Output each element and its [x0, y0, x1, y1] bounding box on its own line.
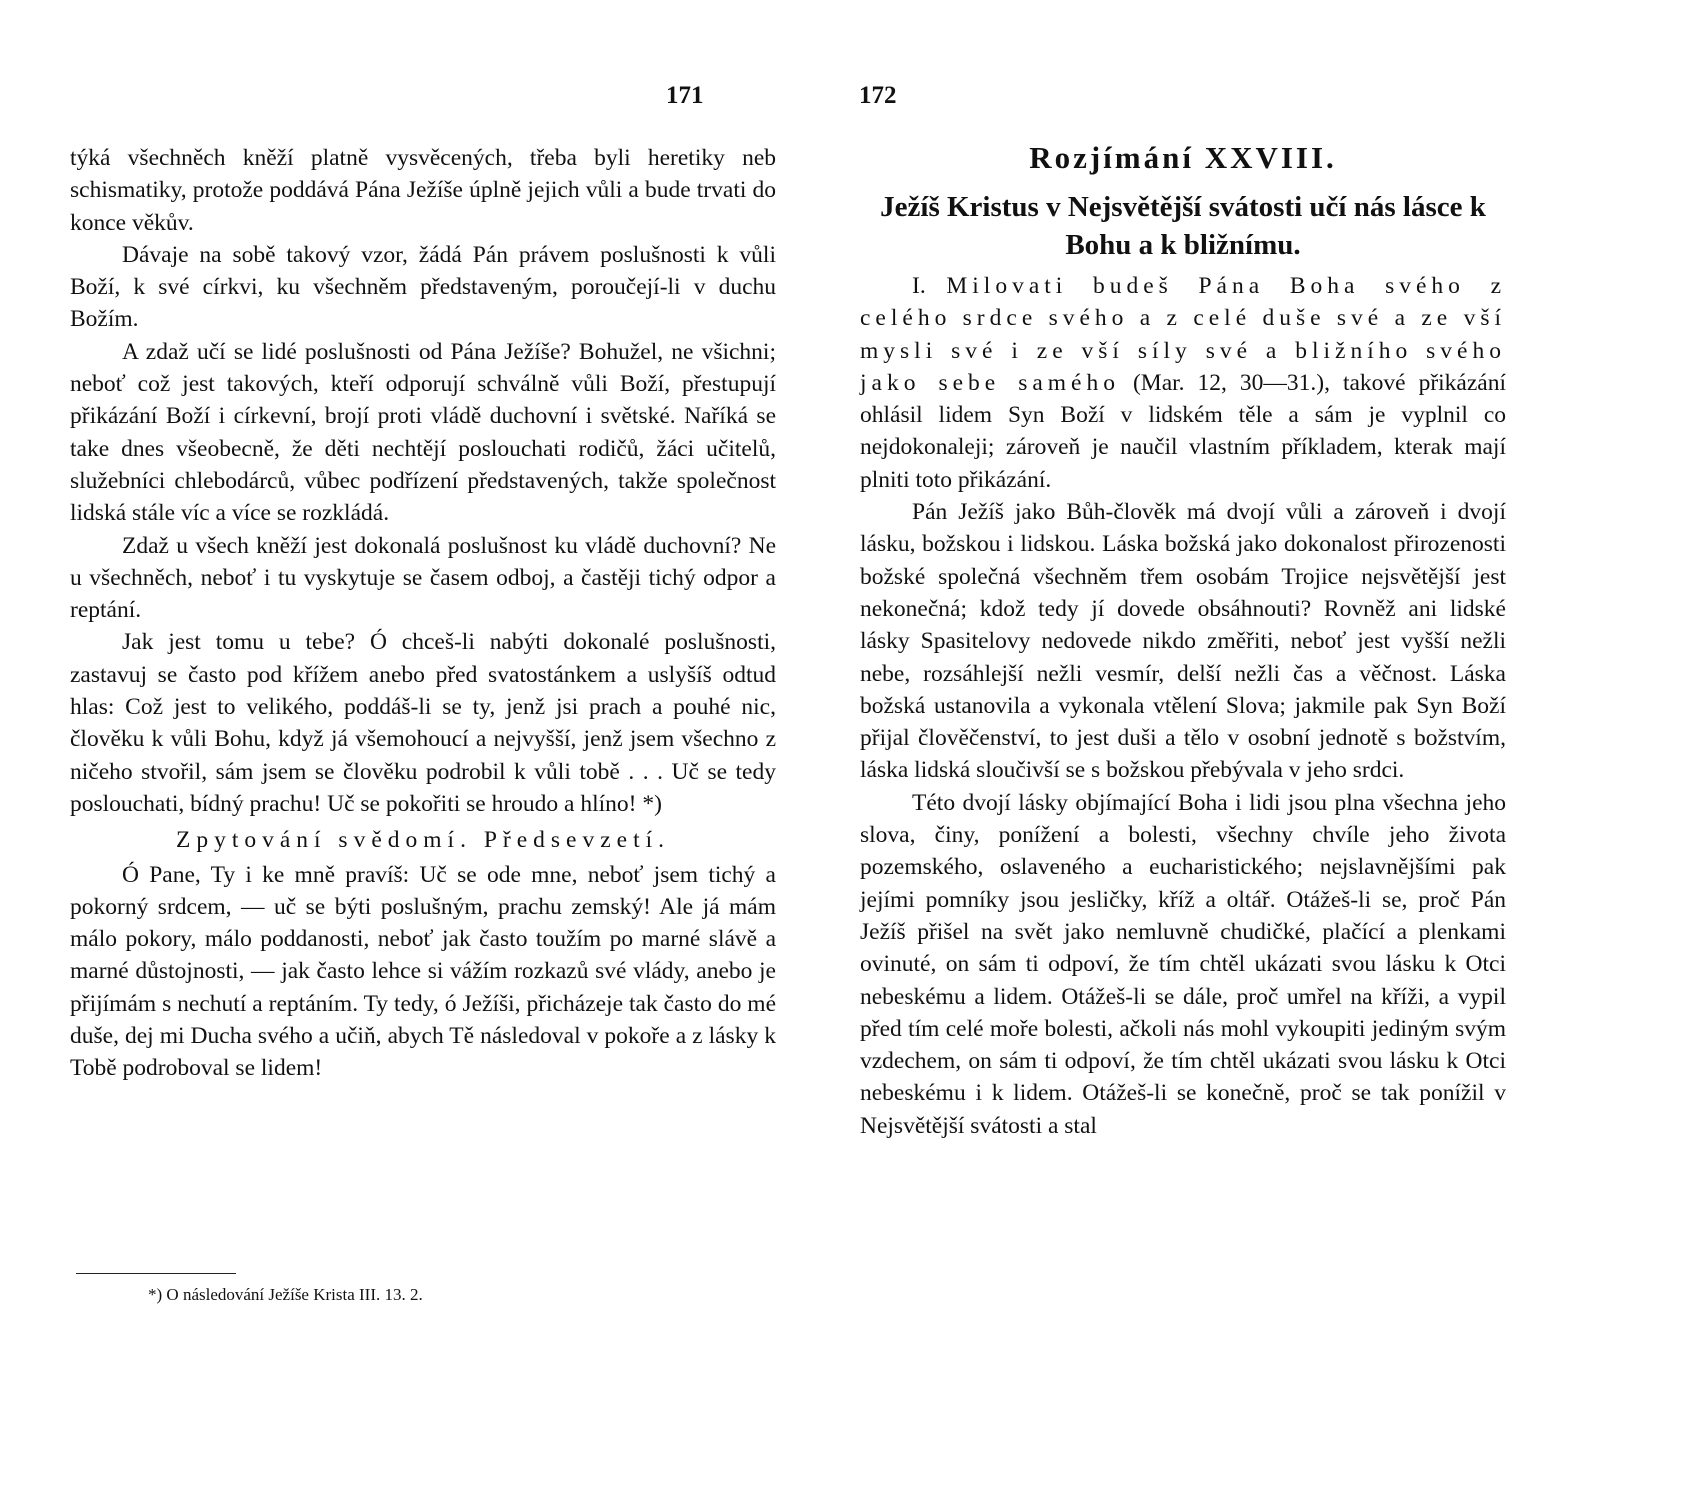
paragraph: Jak jest tomu u tebe? Ó chceš-li nabýti dokonalé poslušnosti, zastavuj se často pod křížem anebo před svatostánkem a uslyšíš odtud hlas: Což jest to velikého, poddáš-li se ty, jenž jsi prach a pouhé nic, člověku k vůli Bohu, když já všemohoucí a nejvyšší, jenž jsem všechno z ničeho stvořil, sám jsem se člověku podrobil k vůli tobě . . . Uč se tedy poslouchati, bídný prachu! Uč se pokořiti se hroudo a hlíno! *) — [70, 629, 776, 817]
paragraph: Dávaje na sobě takový vzor, žádá Pán právem poslušnosti k vůli Boží, k své církvi, ku všechněm představeným, poroučejí-li v duchu Božím. — [70, 241, 776, 333]
footnote-divider — [76, 1273, 236, 1274]
meditation-heading: Rozjímání XXVIII. — [1029, 140, 1337, 175]
paragraph: Zdaž u všech kněží jest dokonalá poslušnost ku vládě duchovní? Ne u všechněch, neboť i tu vyskytuje se časem odboj, a častěji tichý odpor a reptání. — [70, 532, 776, 624]
paragraph: A zdaž učí se lidé poslušnosti od Pána Ježíše? Bohužel, ne všichni; neboť což jest takových, kteří odporují schválně vůli Boží, přestupují přikázání Boží i církevní, brojí proti vládě duchovní i světské. Naříká se take dnes všeobecně, že děti nechtějí poslouchati rodičů, žáci učitelů, služebníci chlebodárců, vůbec podřízení představených, takže společnost lidská stále víc a více se rozkládá. — [70, 338, 776, 527]
paragraph: Této dvojí lásky objímající Boha i lidi jsou plna všechna jeho slova, činy, ponížení a bolesti, všechny chvíle jeho života pozemského, oslaveného a eucharistického; nejslavnějšími pak jejími pomníky jsou jesličky, kříž a oltář. Otážeš-li se, proč Pán Ježíš přišel na svět jako nemluvně chudičké, plačící a plenkami ovinuté, on sám ti odpoví, že tím chtěl ukázati svou lásku k Otci nebeskému a lidem. Otážeš-li se dále, proč umřel na kříži, a vypil před tím celé moře bolesti, ačkoli nás mohl vykoupiti jediným svým vzdechem, on sám ti odpoví, že tím chtěl ukázati svou lásku k Otci nebeskému i k lidem. Otážeš-li se konečně, proč se tak ponížil v Nejsvětější svátosti a stal — [860, 789, 1506, 1139]
intro-rest: (Mar. 12, 30—31.), takové přikázání ohlásil lidem Syn Boží v lidském těle a sám je vyplnil co nejdokonaleji; zároveň je naučil vlastním příkladem, kterak mají plniti toto přikázání. — [860, 369, 1507, 493]
prayer-paragraph: Ó Pane, Ty i ke mně pravíš: Uč se ode mne, neboť jsem tichý a pokorný srdcem, — uč se býti poslušným, prachu zemský! Ale já mám málo pokory, málo poddanosti, neboť jak často toužím po marné slávě a marné důstojnosti, — jak často lehce si vážím rozkazů své vlády, anebo je přijímám s nechutí a reptáním. Ty tedy, ó Ježíši, přicházeje tak často do mé duše, dej mi Ducha svého a učiň, abych Tě následoval v pokoře a z lásky k Tobě podroboval se lidem! — [70, 861, 776, 1082]
right-page-number: 172 — [859, 82, 897, 109]
commandment-quote: Milovati budeš Pána Boha svého z celého srdce svého a z celé duše své a ze vší mysli své i ze vší síly své a bližního svého jako sebe samého — [860, 273, 1507, 396]
section-title: Zpytování svědomí. Předsevzetí. — [175, 827, 671, 854]
paragraph: Pán Ježíš jako Bůh-člověk má dvojí vůli a zároveň i dvojí lásku, božskou i lidskou. Láska božská jako dokonalost přirozenosti božské společná všechněm třem osobám Trojice nejsvětější jest nekonečná; kdož tedy jí dovede obsáhnouti? Rovněž ani lidské lásky Spasitelovy nedovede nikdo změřiti, neboť jest vyšší nežli nebe, rozsáhlejší nežli vesmír, delší nežli čas a věčnost. Láska božská ustanovila a vykonala vtělení Slova; jakmile pak Syn Boží přijal člověčenství, to jest duši a tělo v osobní jednotě s božstvím, láska lidská sloučivší se s božskou přebývala v jeho srdci. — [860, 499, 1506, 784]
left-page-number: 171 — [666, 82, 704, 109]
meditation-title: Ježíš Kristus v Nejsvětější svátosti učí nás lásce k Bohu a k bližnímu. — [880, 191, 1486, 261]
left-page-body — [70, 142, 776, 1085]
right-page-body — [860, 270, 1506, 1142]
footnote: *) O následování Ježíše Krista III. 13. 2. — [148, 1285, 423, 1304]
paragraph: týká všechněch kněží platně vysvěcených, třeba byli heretiky neb schismatiky, protože poddává Pána Ježíše úplně jejich vůli a bude trvati do konce věkův. — [70, 145, 776, 236]
intro-paragraph — [860, 270, 1506, 496]
section-label: I. — [912, 273, 926, 299]
